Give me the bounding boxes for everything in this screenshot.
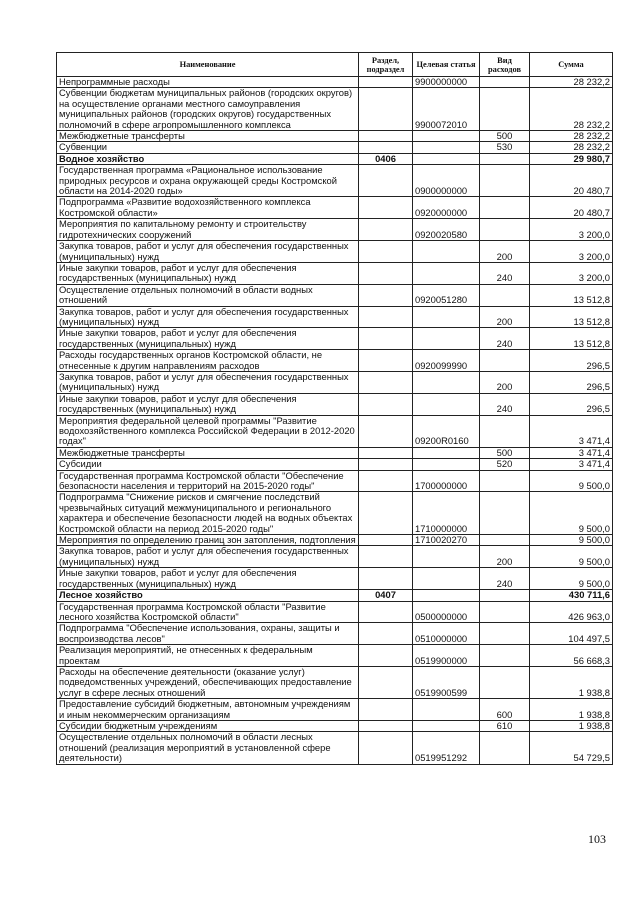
cell-sum: 296,5 xyxy=(530,371,613,393)
cell-name: Подпрограмма "Снижение рисков и смягчение последствий чрезвычайных ситуаций межмуниципального и регионального характера и обеспечение безопасности людей на водных объектах Костромской области на период 2015-2020 годы" xyxy=(57,492,359,535)
cell-expense: 240 xyxy=(480,393,530,415)
table-row xyxy=(57,284,613,306)
cell-name: Межбюджетные трансферты xyxy=(57,447,359,458)
table-row xyxy=(57,546,613,568)
cell-expense xyxy=(480,219,530,241)
table-row xyxy=(57,568,613,590)
cell-target xyxy=(413,241,480,263)
cell-section xyxy=(359,328,413,350)
cell-section xyxy=(359,197,413,219)
cell-target xyxy=(413,131,480,142)
table-row xyxy=(57,415,613,447)
cell-sum: 20 480,7 xyxy=(530,165,613,197)
table-row xyxy=(57,732,613,764)
cell-sum: 56 668,3 xyxy=(530,645,613,667)
cell-sum: 104 497,5 xyxy=(530,623,613,645)
cell-expense: 500 xyxy=(480,131,530,142)
cell-target: 0900000000 xyxy=(413,165,480,197)
cell-section xyxy=(359,77,413,88)
cell-expense: 200 xyxy=(480,306,530,328)
cell-name: Субвенции бюджетам муниципальных районов (городских округов) на осуществление органами местного самоуправления муниципальных районов (городских округов) государственных полномочий в сфере агропромышленного комплекса xyxy=(57,88,359,131)
cell-target: 1710000000 xyxy=(413,492,480,535)
cell-expense xyxy=(480,284,530,306)
cell-expense xyxy=(480,415,530,447)
table-row xyxy=(57,328,613,350)
cell-expense: 530 xyxy=(480,142,530,153)
cell-target xyxy=(413,393,480,415)
cell-name: Мероприятия федеральной целевой программы "Развитие водохозяйственного комплекса Российской Федерации в 2012-2020 годах" xyxy=(57,415,359,447)
cell-sum: 28 232,2 xyxy=(530,142,613,153)
table-row xyxy=(57,720,613,731)
table-row xyxy=(57,699,613,721)
cell-target xyxy=(413,371,480,393)
cell-target xyxy=(413,306,480,328)
cell-section xyxy=(359,284,413,306)
cell-expense: 600 xyxy=(480,699,530,721)
cell-sum: 9 500,0 xyxy=(530,535,613,546)
header-section: Раздел, подраздел xyxy=(359,53,413,77)
cell-sum: 1 938,8 xyxy=(530,699,613,721)
cell-sum: 296,5 xyxy=(530,393,613,415)
cell-sum: 3 200,0 xyxy=(530,219,613,241)
cell-section xyxy=(359,720,413,731)
cell-section xyxy=(359,219,413,241)
table-row xyxy=(57,142,613,153)
cell-sum: 3 471,4 xyxy=(530,459,613,470)
cell-target: 0920099990 xyxy=(413,350,480,372)
cell-section xyxy=(359,306,413,328)
cell-section xyxy=(359,732,413,764)
table-row xyxy=(57,393,613,415)
cell-target: 0519900599 xyxy=(413,666,480,698)
cell-name: Предоставление субсидий бюджетным, автономным учреждениям и иным некоммерческим организациям xyxy=(57,699,359,721)
cell-section: 0406 xyxy=(359,153,413,164)
cell-sum: 9 500,0 xyxy=(530,470,613,492)
table-row xyxy=(57,535,613,546)
cell-expense: 200 xyxy=(480,241,530,263)
cell-section xyxy=(359,645,413,667)
cell-expense xyxy=(480,77,530,88)
cell-name: Мероприятия по капитальному ремонту и строительству гидротехнических сооружений xyxy=(57,219,359,241)
cell-target: 9900072010 xyxy=(413,88,480,131)
cell-sum: 9 500,0 xyxy=(530,492,613,535)
cell-section xyxy=(359,623,413,645)
cell-name: Закупка товаров, работ и услуг для обеспечения государственных (муниципальных) нужд xyxy=(57,371,359,393)
cell-section xyxy=(359,142,413,153)
cell-section xyxy=(359,393,413,415)
page-number: 103 xyxy=(588,832,606,846)
cell-expense: 240 xyxy=(480,262,530,284)
cell-expense xyxy=(480,350,530,372)
cell-expense xyxy=(480,666,530,698)
cell-sum: 13 512,8 xyxy=(530,284,613,306)
cell-name: Расходы государственных органов Костромской области, не отнесенные к другим направлениям расходов xyxy=(57,350,359,372)
cell-expense: 200 xyxy=(480,371,530,393)
table-row xyxy=(57,623,613,645)
cell-section xyxy=(359,447,413,458)
cell-name: Субвенции xyxy=(57,142,359,153)
cell-target: 1710020270 xyxy=(413,535,480,546)
cell-sum: 3 471,4 xyxy=(530,415,613,447)
cell-section xyxy=(359,492,413,535)
cell-sum: 20 480,7 xyxy=(530,197,613,219)
cell-expense xyxy=(480,535,530,546)
cell-name: Непрограммные расходы xyxy=(57,77,359,88)
cell-target xyxy=(413,447,480,458)
cell-expense xyxy=(480,732,530,764)
cell-expense: 240 xyxy=(480,568,530,590)
table-row xyxy=(57,666,613,698)
cell-expense: 240 xyxy=(480,328,530,350)
table-row xyxy=(57,590,613,601)
cell-expense: 200 xyxy=(480,546,530,568)
cell-section xyxy=(359,699,413,721)
table-row xyxy=(57,88,613,131)
cell-name: Межбюджетные трансферты xyxy=(57,131,359,142)
cell-section: 0407 xyxy=(359,590,413,601)
cell-expense xyxy=(480,623,530,645)
cell-section xyxy=(359,459,413,470)
cell-section xyxy=(359,568,413,590)
cell-sum: 28 232,2 xyxy=(530,88,613,131)
cell-name: Государственная программа Костромской области "Развитие лесного хозяйства Костромской области" xyxy=(57,601,359,623)
cell-sum: 28 232,2 xyxy=(530,131,613,142)
cell-sum: 54 729,5 xyxy=(530,732,613,764)
cell-expense xyxy=(480,470,530,492)
cell-name: Закупка товаров, работ и услуг для обеспечения государственных (муниципальных) нужд xyxy=(57,546,359,568)
cell-target xyxy=(413,720,480,731)
table-row xyxy=(57,447,613,458)
cell-name: Иные закупки товаров, работ и услуг для обеспечения государственных (муниципальных) нужд xyxy=(57,393,359,415)
table-row xyxy=(57,459,613,470)
table-row xyxy=(57,371,613,393)
cell-target: 0519951292 xyxy=(413,732,480,764)
cell-name: Субсидии xyxy=(57,459,359,470)
cell-section xyxy=(359,470,413,492)
table-row xyxy=(57,197,613,219)
cell-sum: 9 500,0 xyxy=(530,568,613,590)
cell-target: 0519900000 xyxy=(413,645,480,667)
cell-target xyxy=(413,699,480,721)
header-row xyxy=(57,53,613,77)
cell-target xyxy=(413,546,480,568)
cell-sum: 296,5 xyxy=(530,350,613,372)
cell-expense xyxy=(480,197,530,219)
cell-sum: 3 200,0 xyxy=(530,262,613,284)
cell-target: 0920051280 xyxy=(413,284,480,306)
cell-section xyxy=(359,601,413,623)
cell-section xyxy=(359,165,413,197)
header-target: Целевая статья xyxy=(413,53,480,77)
cell-name: Иные закупки товаров, работ и услуг для обеспечения государственных (муниципальных) нужд xyxy=(57,568,359,590)
cell-name: Иные закупки товаров, работ и услуг для обеспечения государственных (муниципальных) нужд xyxy=(57,328,359,350)
cell-expense: 500 xyxy=(480,447,530,458)
cell-name: Закупка товаров, работ и услуг для обеспечения государственных (муниципальных) нужд xyxy=(57,306,359,328)
cell-name: Мероприятия по определению границ зон затопления, подтопления xyxy=(57,535,359,546)
cell-sum: 430 711,6 xyxy=(530,590,613,601)
table-row xyxy=(57,470,613,492)
cell-name: Осуществление отдельных полномочий в области водных отношений xyxy=(57,284,359,306)
table-row xyxy=(57,165,613,197)
cell-section xyxy=(359,666,413,698)
cell-target xyxy=(413,153,480,164)
cell-target xyxy=(413,328,480,350)
table-row xyxy=(57,241,613,263)
cell-expense: 520 xyxy=(480,459,530,470)
cell-expense: 610 xyxy=(480,720,530,731)
table-row xyxy=(57,153,613,164)
cell-target: 0510000000 xyxy=(413,623,480,645)
cell-sum: 3 471,4 xyxy=(530,447,613,458)
cell-section xyxy=(359,546,413,568)
cell-name: Лесное хозяйство xyxy=(57,590,359,601)
cell-section xyxy=(359,241,413,263)
cell-name: Подпрограмма «Развитие водохозяйственного комплекса Костромской области» xyxy=(57,197,359,219)
cell-name: Расходы на обеспечение деятельности (оказание услуг) подведомственных учреждений, обеспечивающих предоставление услуг в сфере лесных отношений xyxy=(57,666,359,698)
header-sum: Сумма xyxy=(530,53,613,77)
cell-expense xyxy=(480,492,530,535)
table-row xyxy=(57,645,613,667)
cell-expense xyxy=(480,88,530,131)
cell-sum: 1 938,8 xyxy=(530,666,613,698)
cell-target xyxy=(413,590,480,601)
cell-sum: 3 200,0 xyxy=(530,241,613,263)
cell-sum: 13 512,8 xyxy=(530,328,613,350)
table-row xyxy=(57,306,613,328)
cell-sum: 13 512,8 xyxy=(530,306,613,328)
cell-section xyxy=(359,350,413,372)
table-row xyxy=(57,492,613,535)
cell-expense xyxy=(480,601,530,623)
table-row xyxy=(57,131,613,142)
table-body xyxy=(57,77,613,765)
table-row xyxy=(57,77,613,88)
cell-target: 0920020580 xyxy=(413,219,480,241)
cell-name: Субсидии бюджетным учреждениям xyxy=(57,720,359,731)
cell-target xyxy=(413,142,480,153)
budget-table xyxy=(56,52,613,765)
cell-sum: 426 963,0 xyxy=(530,601,613,623)
cell-target xyxy=(413,459,480,470)
cell-name: Иные закупки товаров, работ и услуг для обеспечения государственных (муниципальных) нужд xyxy=(57,262,359,284)
cell-name: Подпрограмма "Обеспечение использования, охраны, защиты и воспроизводства лесов" xyxy=(57,623,359,645)
cell-name: Осуществление отдельных полномочий в области лесных отношений (реализация мероприятий в установленной сфере деятельности) xyxy=(57,732,359,764)
cell-name: Государственная программа Костромской области "Обеспечение безопасности населения и территорий на 2015-2020 годы" xyxy=(57,470,359,492)
header-name: Наименование xyxy=(57,53,359,77)
cell-expense xyxy=(480,590,530,601)
cell-expense xyxy=(480,645,530,667)
cell-target: 9900000000 xyxy=(413,77,480,88)
cell-target: 0500000000 xyxy=(413,601,480,623)
cell-section xyxy=(359,415,413,447)
table-row xyxy=(57,219,613,241)
cell-name: Закупка товаров, работ и услуг для обеспечения государственных (муниципальных) нужд xyxy=(57,241,359,263)
cell-name: Государственная программа «Рациональное использование природных ресурсов и охрана окружающей среды Костромской области на 2014-2020 годы» xyxy=(57,165,359,197)
cell-section xyxy=(359,262,413,284)
cell-name: Реализация мероприятий, не отнесенных к федеральным проектам xyxy=(57,645,359,667)
cell-section xyxy=(359,88,413,131)
header-expense: Вид расходов xyxy=(480,53,530,77)
cell-target: 1700000000 xyxy=(413,470,480,492)
table-row xyxy=(57,350,613,372)
cell-sum: 28 232,2 xyxy=(530,77,613,88)
table-row xyxy=(57,262,613,284)
cell-target: 0920000000 xyxy=(413,197,480,219)
cell-expense xyxy=(480,153,530,164)
cell-section xyxy=(359,131,413,142)
cell-target xyxy=(413,262,480,284)
cell-sum: 1 938,8 xyxy=(530,720,613,731)
cell-expense xyxy=(480,165,530,197)
cell-sum: 29 980,7 xyxy=(530,153,613,164)
cell-section xyxy=(359,535,413,546)
cell-target xyxy=(413,568,480,590)
cell-section xyxy=(359,371,413,393)
cell-target: 09200R0160 xyxy=(413,415,480,447)
cell-sum: 9 500,0 xyxy=(530,546,613,568)
table-row xyxy=(57,601,613,623)
cell-name: Водное хозяйство xyxy=(57,153,359,164)
